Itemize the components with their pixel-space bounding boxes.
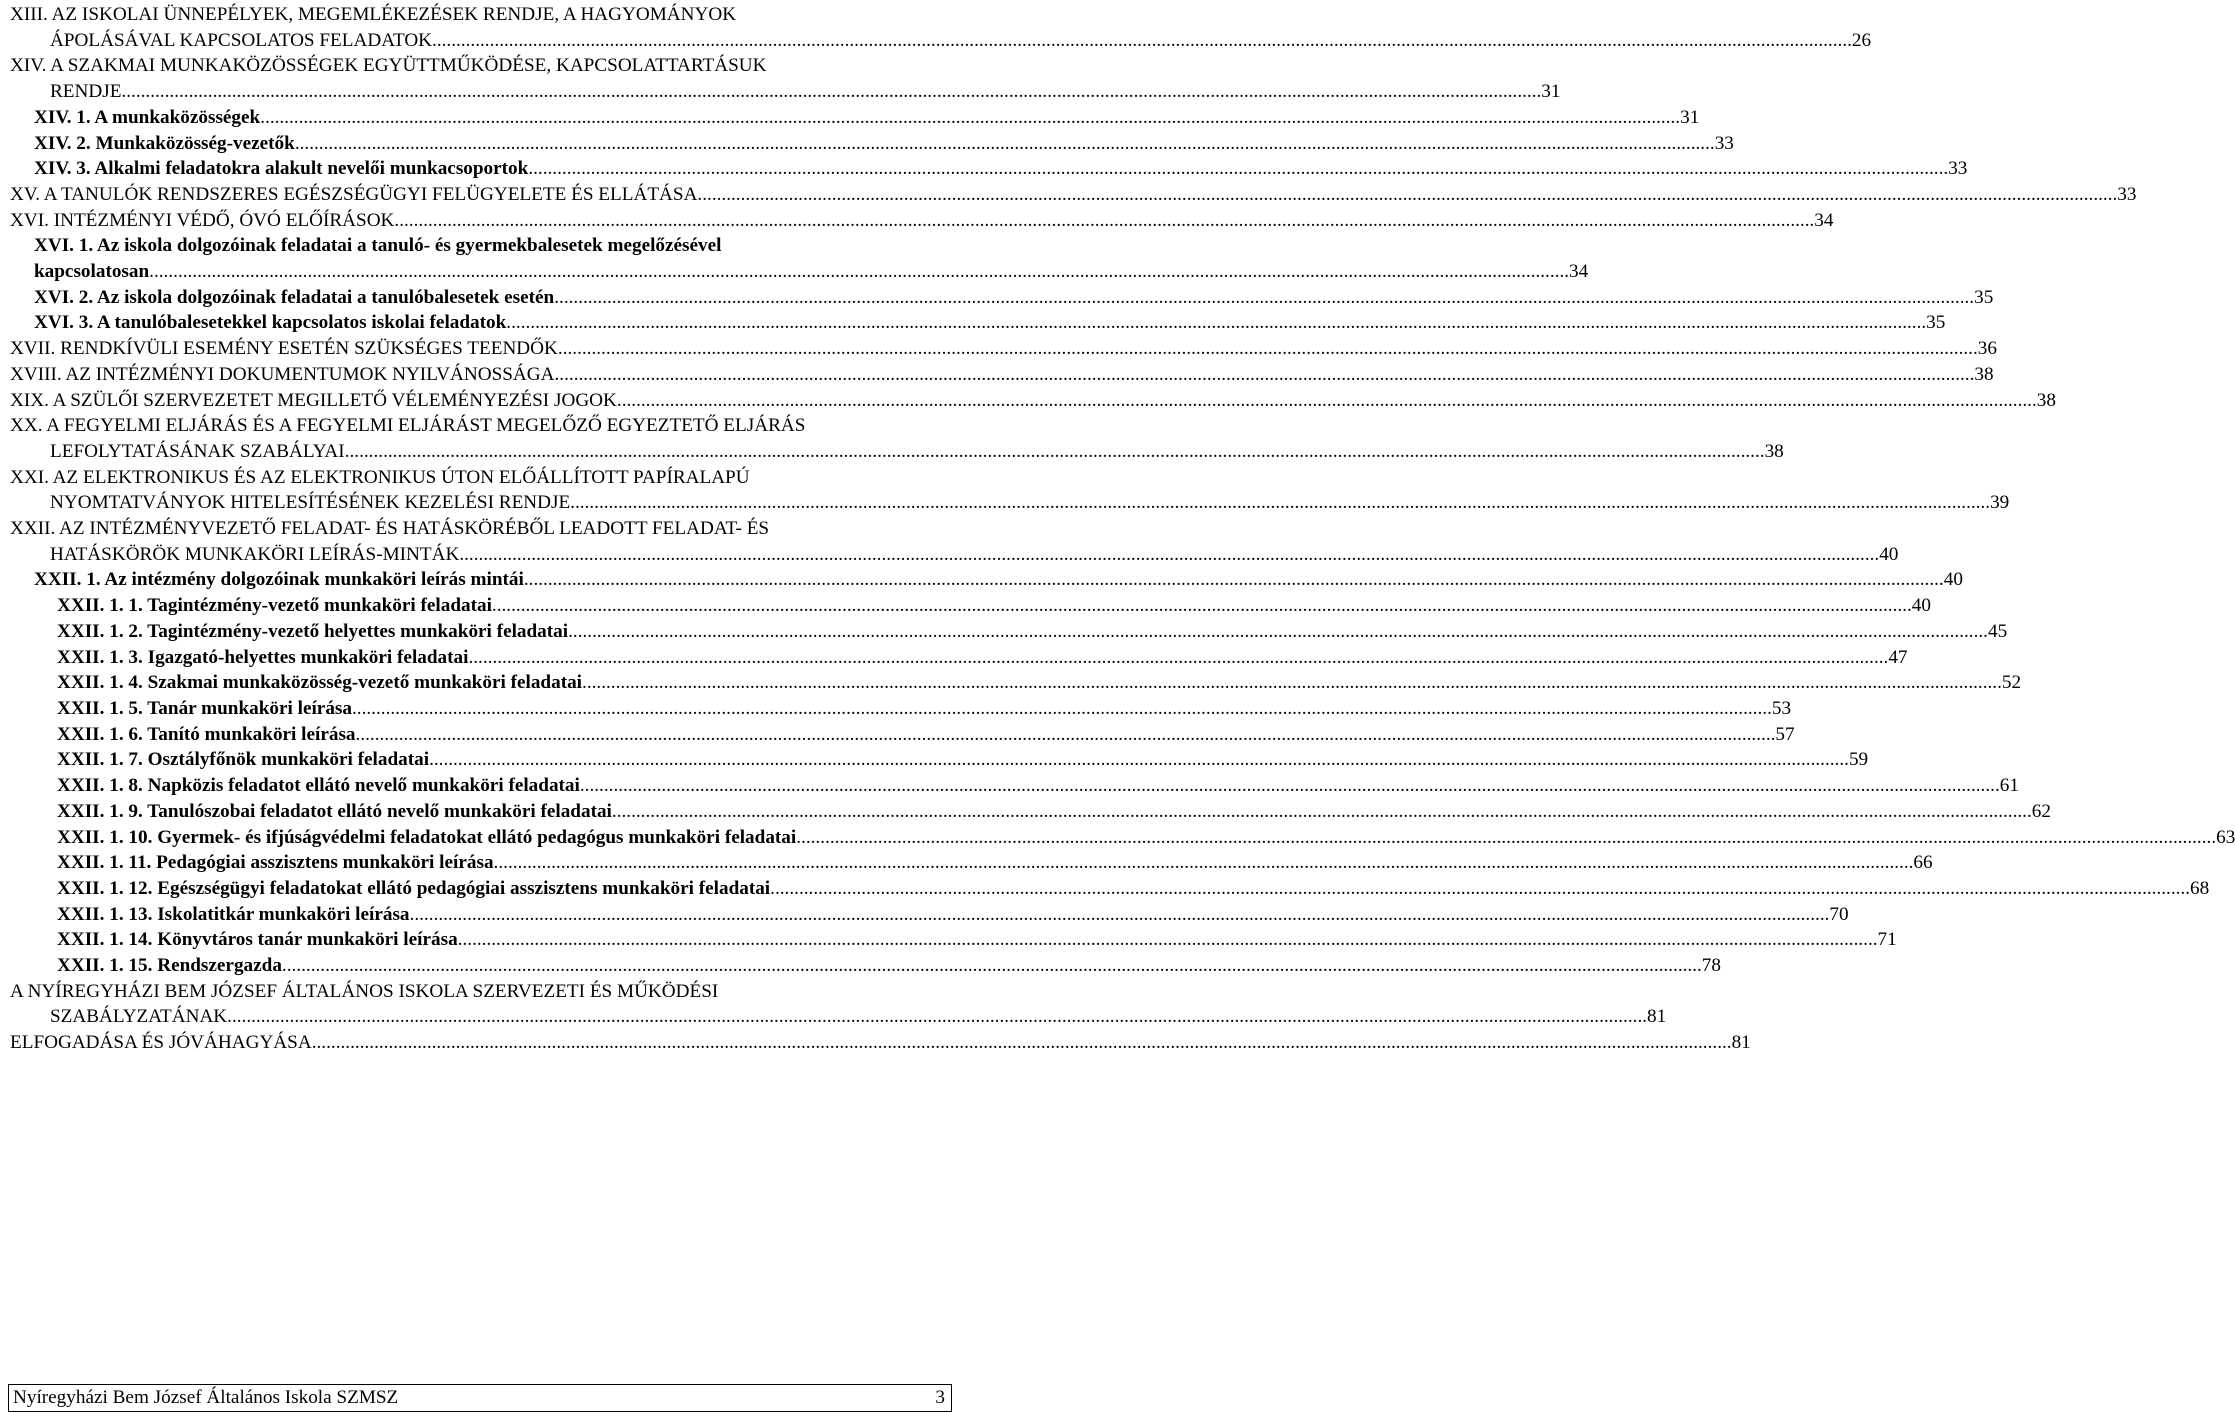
toc-page-number: 61 xyxy=(1999,775,2019,797)
toc-page-number: 63 xyxy=(2216,826,2235,848)
dot-leader xyxy=(506,310,1926,336)
toc-entry-title: XV. A TANULÓK RENDSZERES EGÉSZSÉGÜGYI FELÜGYELETE ÉS ELLÁTÁSA xyxy=(10,183,698,205)
toc-page-number: 81 xyxy=(1731,1032,1751,1054)
dot-leader xyxy=(528,156,1948,182)
toc-entry[interactable] xyxy=(0,516,1899,567)
dot-leader xyxy=(429,747,1849,773)
toc-page-number: 40 xyxy=(1879,543,1899,565)
toc-entry-text-line: XIII. AZ ISKOLAI ÜNNEPÉLYEK, MEGEMLÉKEZÉSEK RENDJE, A HAGYOMÁNYOK xyxy=(10,4,737,25)
dot-leader xyxy=(555,362,1975,388)
toc-entry[interactable] xyxy=(0,850,1933,876)
toc-page-number: 40 xyxy=(1911,595,1931,617)
toc-entry[interactable] xyxy=(0,233,1589,284)
toc-entry[interactable] xyxy=(0,747,1869,773)
table-of-contents xyxy=(0,2,2235,1056)
dot-leader xyxy=(260,105,1680,131)
dot-leader xyxy=(227,1004,1647,1030)
toc-entry[interactable] xyxy=(0,105,1700,131)
dot-leader xyxy=(295,131,1715,157)
dot-leader xyxy=(558,336,1978,362)
toc-entry-title: XXII. 1. 11. Pedagógiai asszisztens munkaköri leírása xyxy=(57,852,494,874)
toc-entry-title: XVII. RENDKÍVÜLI ESEMÉNY ESETÉN SZÜKSÉGES TEENDŐK xyxy=(10,338,558,360)
toc-entry-title: XXII. 1. 10. Gyermek- és ifjúságvédelmi feladatokat ellátó pedagógus munkaköri feladatai xyxy=(57,826,797,848)
toc-entry[interactable] xyxy=(0,645,1908,671)
footer-title: Nyíregyházi Bem József Általános Iskola SZMSZ xyxy=(13,1387,399,1408)
toc-entry-text-line: XXI. AZ ELEKTRONIKUS ÉS AZ ELEKTRONIKUS ÚTON ELŐÁLLÍTOTT PAPÍRALAPÚ xyxy=(10,466,750,488)
dot-leader xyxy=(394,208,1814,234)
toc-page-number: 78 xyxy=(1701,955,1721,977)
toc-entry[interactable] xyxy=(0,156,1968,182)
toc-page-number: 35 xyxy=(1974,286,1994,308)
dot-leader xyxy=(524,567,1944,593)
toc-entry-title: XXII. 1. 12. Egészségügyi feladatokat ellátó pedagógiai asszisztens munkaköri feladatai xyxy=(57,877,771,899)
dot-leader xyxy=(494,850,1914,876)
toc-entry-text-line: A NYÍREGYHÁZI BEM JÓZSEF ÁLTALÁNOS ISKOLA SZERVEZETI ÉS MŰKÖDÉSI xyxy=(10,980,719,1002)
toc-entry[interactable] xyxy=(0,362,1994,388)
toc-page-number: 35 xyxy=(1926,312,1946,334)
toc-entry-title: HATÁSKÖRÖK MUNKAKÖRI LEÍRÁS-MINTÁK xyxy=(50,543,460,565)
toc-entry-text-line: XIV. A SZAKMAI MUNKAKÖZÖSSÉGEK EGYÜTTMŰKÖDÉSE, KAPCSOLATTARTÁSUK xyxy=(10,55,767,77)
toc-entry[interactable] xyxy=(0,1030,1751,1056)
toc-entry[interactable] xyxy=(0,927,1897,953)
dot-leader xyxy=(459,542,1879,568)
toc-entry[interactable] xyxy=(0,670,2022,696)
toc-page-number: 47 xyxy=(1888,646,1908,668)
toc-entry-title: XXII. 1. 15. Rendszergazda xyxy=(57,955,282,977)
toc-page-number: 33 xyxy=(2117,183,2137,205)
toc-entry[interactable] xyxy=(0,773,2019,799)
toc-page-number: 45 xyxy=(1987,620,2008,642)
dot-leader xyxy=(796,825,2216,851)
toc-entry[interactable] xyxy=(0,593,1931,619)
toc-entry-title: SZABÁLYZATÁNAK xyxy=(50,1006,228,1028)
toc-entry[interactable] xyxy=(0,388,2056,414)
toc-page-number: 38 xyxy=(2036,389,2056,411)
toc-entry-title: XVI. 3. A tanulóbalesetekkel kapcsolatos iskolai feladatok xyxy=(34,312,507,334)
toc-entry[interactable] xyxy=(0,799,2051,825)
toc-entry-title: kapcsolatosan xyxy=(34,261,150,283)
toc-entry-title: XXII. 1. 9. Tanulószobai feladatot ellátó nevelő munkaköri feladatai xyxy=(57,800,612,822)
toc-entry[interactable] xyxy=(0,208,1834,234)
toc-entry[interactable] xyxy=(0,53,1561,104)
toc-entry[interactable] xyxy=(0,696,1792,722)
toc-entry[interactable] xyxy=(0,567,1963,593)
dot-leader xyxy=(580,773,2000,799)
dot-leader xyxy=(554,285,1974,311)
dot-leader xyxy=(770,876,2190,902)
toc-entry[interactable] xyxy=(0,465,2010,516)
toc-page-number: 36 xyxy=(1977,338,1997,360)
toc-page-number: 26 xyxy=(1851,29,1872,51)
toc-page-number: 38 xyxy=(1764,440,1784,462)
page-footer xyxy=(8,1384,952,1412)
toc-page-number: 39 xyxy=(1990,492,2010,514)
toc-page-number: 70 xyxy=(1829,903,1849,925)
dot-leader xyxy=(312,1030,1732,1056)
toc-entry-title: XXII. 1. 13. Iskolatitkár munkaköri leírása xyxy=(57,903,410,925)
toc-entry-title: XVIII. AZ INTÉZMÉNYI DOKUMENTUMOK NYILVÁNOSSÁGA xyxy=(10,363,555,385)
dot-leader xyxy=(612,799,2032,825)
toc-entry-title: XXII. 1. 1. Tagintézmény-vezető munkaköri feladatai xyxy=(57,595,492,617)
toc-entry[interactable] xyxy=(0,979,1667,1030)
dot-leader xyxy=(568,619,1988,645)
toc-entry-title: NYOMTATVÁNYOK HITELESÍTÉSÉNEK KEZELÉSI RENDJE xyxy=(50,492,571,514)
toc-entry[interactable] xyxy=(0,902,1849,928)
toc-entry-title: LEFOLYTATÁSÁNAK SZABÁLYAI xyxy=(50,440,345,462)
toc-page-number: 68 xyxy=(2190,877,2210,899)
toc-entry-title: XXII. 1. 14. Könyvtáros tanár munkaköri leírása xyxy=(57,929,458,951)
toc-page-number: 66 xyxy=(1913,852,1933,874)
footer-page-number: 3 xyxy=(935,1387,945,1408)
toc-entry-title: ELFOGADÁSA ÉS JÓVÁHAGYÁSA xyxy=(10,1032,312,1054)
dot-leader xyxy=(492,593,1912,619)
toc-entry[interactable] xyxy=(0,619,2008,645)
toc-entry-text-line: XVI. 1. Az iskola dolgozóinak feladatai a tanuló- és gyermekbalesetek megelőzésével xyxy=(34,235,722,257)
dot-leader xyxy=(410,902,1830,928)
dot-leader xyxy=(570,490,1990,516)
toc-page-number: 62 xyxy=(2031,800,2051,822)
toc-page-number: 31 xyxy=(1541,81,1561,103)
toc-entry[interactable] xyxy=(0,825,2235,851)
toc-entry-title: XXII. 1. 8. Napközis feladatot ellátó nevelő munkaköri feladatai xyxy=(57,775,580,797)
toc-page-number: 52 xyxy=(2001,672,2022,694)
toc-entry-title: XXII. 1. 5. Tanár munkaköri leírása xyxy=(57,697,352,719)
dot-leader xyxy=(352,696,1772,722)
toc-entry-title: XXII. 1. 2. Tagintézmény-vezető helyettes munkaköri feladatai xyxy=(57,620,569,642)
dot-leader xyxy=(149,259,1569,285)
toc-entry-title: XIV. 3. Alkalmi feladatokra alakult nevelői munkacsoportok xyxy=(34,158,529,180)
dot-leader xyxy=(345,439,1765,465)
toc-entry-title: XXII. 1. 4. Szakmai munkaközösség-vezető munkaköri feladatai xyxy=(57,672,583,694)
toc-page-number: 40 xyxy=(1943,569,1963,591)
toc-entry-title: XVI. 2. Az iskola dolgozóinak feladatai a tanulóbalesetek esetén xyxy=(34,286,555,308)
toc-entry[interactable] xyxy=(0,413,1784,464)
toc-page-number: 33 xyxy=(1714,132,1734,154)
toc-entry[interactable] xyxy=(0,953,1721,979)
toc-entry-title: XIX. A SZÜLŐI SZERVEZETET MEGILLETŐ VÉLEMÉNYEZÉSI JOGOK xyxy=(10,389,617,411)
toc-entry[interactable] xyxy=(0,182,2137,208)
dot-leader xyxy=(468,645,1888,671)
toc-page-number: 71 xyxy=(1877,929,1897,951)
dot-leader xyxy=(356,722,1776,748)
dot-leader xyxy=(582,670,2002,696)
dot-leader xyxy=(697,182,2117,208)
toc-page-number: 81 xyxy=(1647,1006,1667,1028)
dot-leader xyxy=(282,953,1702,979)
toc-page-number: 33 xyxy=(1948,158,1968,180)
toc-page-number: 53 xyxy=(1771,697,1792,719)
toc-entry-title: XXII. 1. Az intézmény dolgozóinak munkaköri leírás mintái xyxy=(34,569,524,591)
toc-entry[interactable] xyxy=(0,722,1795,748)
toc-page-number: 38 xyxy=(1974,363,1994,385)
dot-leader xyxy=(121,79,1541,105)
toc-entry[interactable] xyxy=(0,285,1994,311)
toc-entry[interactable] xyxy=(0,2,1872,53)
dot-leader xyxy=(432,28,1852,54)
toc-entry-title: XIV. 1. A munkaközösségek xyxy=(34,106,261,128)
toc-entry[interactable] xyxy=(0,336,1997,362)
toc-entry[interactable] xyxy=(0,876,2210,902)
toc-page-number: 59 xyxy=(1848,749,1869,771)
toc-entry-title: XIV. 2. Munkaközösség-vezetők xyxy=(34,132,295,154)
toc-page-number: 34 xyxy=(1569,261,1589,283)
toc-entry-title: RENDJE xyxy=(50,81,122,103)
toc-entry-title: XXII. 1. 3. Igazgató-helyettes munkaköri feladatai xyxy=(57,646,469,668)
dot-leader xyxy=(617,388,2037,414)
toc-entry-text-line: XX. A FEGYELMI ELJÁRÁS ÉS A FEGYELMI ELJÁRÁST MEGELŐZŐ EGYEZTETŐ ELJÁRÁS xyxy=(10,415,806,437)
toc-entry-title: XXII. 1. 6. Tanító munkaköri leírása xyxy=(57,723,356,745)
toc-page-number: 57 xyxy=(1775,723,1795,745)
toc-entry-title: ÁPOLÁSÁVAL KAPCSOLATOS FELADATOK xyxy=(50,29,433,51)
toc-entry[interactable] xyxy=(0,310,1946,336)
toc-entry-text-line: XXII. AZ INTÉZMÉNYVEZETŐ FELADAT- ÉS HATÁSKÖRÉBŐL LEADOTT FELADAT- ÉS xyxy=(10,518,770,540)
toc-entry-title: XVI. INTÉZMÉNYI VÉDŐ, ÓVÓ ELŐÍRÁSOK xyxy=(10,209,395,231)
toc-page-number: 31 xyxy=(1680,106,1700,128)
dot-leader xyxy=(458,927,1878,953)
toc-entry-title: XXII. 1. 7. Osztályfőnök munkaköri feladatai xyxy=(57,749,430,771)
toc-page-number: 34 xyxy=(1814,209,1834,231)
toc-entry[interactable] xyxy=(0,131,1734,157)
